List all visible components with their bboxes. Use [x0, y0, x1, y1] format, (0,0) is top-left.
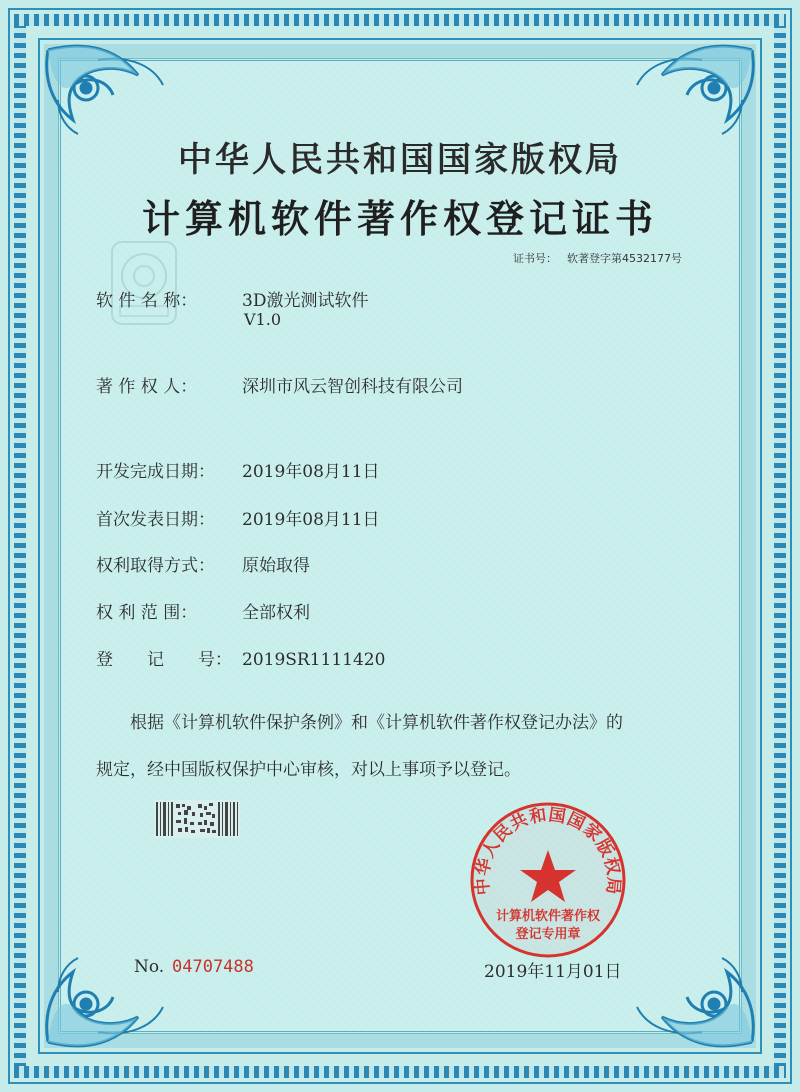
field-value: 深圳市风云智创科技有限公司: [242, 377, 463, 397]
seal-line-2: 登记专用章: [515, 927, 581, 942]
cert-no-value: 软著登字第4532177号: [567, 252, 682, 265]
certificate-title: 计算机软件著作权登记证书: [141, 196, 658, 241]
corner-ornament-top-left: [28, 30, 178, 140]
field-label: 开发完成日期：: [96, 462, 215, 482]
issuer-title: 中华人民共和国国家版权局: [178, 140, 622, 180]
field-dev-date: [96, 457, 380, 482]
barcode-icon: [154, 800, 240, 838]
corner-ornament-bottom-right: [622, 952, 772, 1062]
field-label: 权利取得方式：: [96, 556, 215, 576]
body-line-2: 规定，经中国版权保护中心审核，对以上事项予以登记。: [96, 760, 521, 780]
field-publish-date: [96, 505, 380, 530]
field-value: 全部权利: [242, 603, 310, 623]
field-label: 登 记 号：: [96, 650, 232, 670]
serial-no-label: No.: [134, 957, 165, 977]
corner-ornament-top-right: [622, 30, 772, 140]
field-label: 首次发表日期：: [96, 510, 215, 530]
cert-no-label: 证书号：: [513, 252, 557, 265]
field-value: 3D激光测试软件: [242, 291, 369, 311]
field-acquisition: [96, 551, 310, 576]
embossed-seal-icon: [104, 238, 184, 328]
field-scope: [96, 598, 310, 623]
body-line-1: 根据《计算机软件保护条例》和《计算机软件著作权登记办法》的: [96, 713, 623, 733]
serial-no-value: 04707488: [172, 957, 254, 977]
issue-date: 2019年11月01日: [484, 962, 622, 982]
software-version: V1.0: [244, 310, 281, 329]
field-label: 权 利 范 围：: [96, 603, 198, 623]
field-value: 2019SR1111420: [242, 650, 386, 670]
field-copyright-owner: [96, 372, 463, 397]
official-seal-stamp: [468, 800, 628, 960]
field-value: 2019年08月11日: [242, 510, 380, 530]
field-registration-no: [96, 645, 385, 670]
field-software-name: [96, 286, 368, 311]
seal-line-1: 计算机软件著作权: [495, 909, 601, 924]
certificate-number: [513, 250, 682, 266]
field-value: 原始取得: [242, 556, 310, 576]
field-label: 著 作 权 人：: [96, 377, 198, 397]
seal-ring-text: 中华人民共和国国家版权局: [472, 805, 624, 896]
field-label: 软 件 名 称：: [96, 291, 198, 311]
field-value: 2019年08月11日: [242, 462, 380, 482]
